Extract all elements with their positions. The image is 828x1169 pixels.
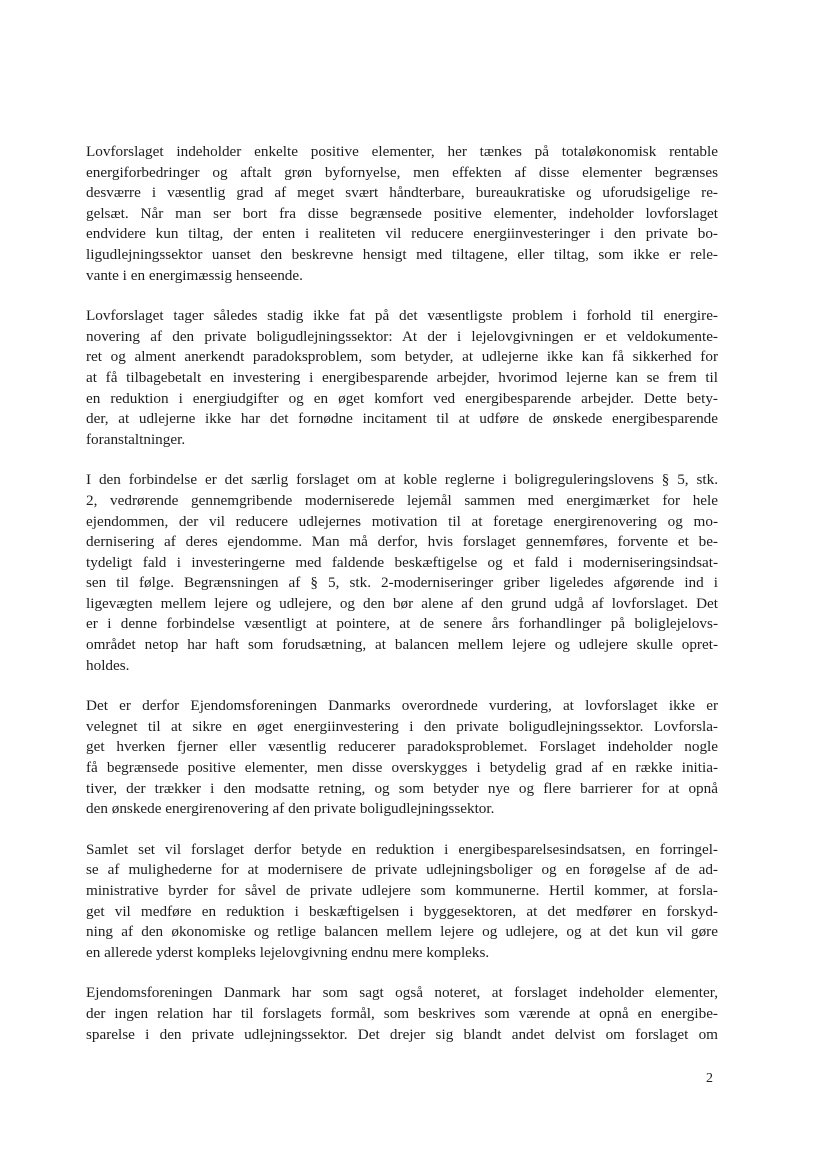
text-line: dernisering af deres ejendomme. Man må derfor, hvis forslaget gennemføres, forvente et be- bbox=[86, 533, 718, 551]
text-line: endvidere kun tiltag, der enten i realiteten vil reducere energiinvesteringer i den private bo- bbox=[86, 225, 718, 243]
text-line: tydeligt fald i investeringerne med faldende beskæftigelse og et fald i moderniseringsindsat- bbox=[86, 553, 718, 571]
text-line: foranstaltninger. bbox=[86, 430, 186, 448]
text-line: en allerede yderst kompleks lejelovgivning endnu mere kompleks. bbox=[86, 943, 490, 961]
text-line: Det er derfor Ejendomsforeningen Danmarks overordnede vurdering, at lovforslaget ikke er bbox=[86, 697, 718, 715]
text-line: ligudlejningssektor uanset den beskrevne hensigt med tiltagene, eller tiltag, som ikke er rele- bbox=[86, 245, 718, 263]
paragraph-6 bbox=[86, 983, 718, 1045]
text-line: ministrative byrder for såvel de private udlejere som kommunerne. Hertil kommer, at forsla- bbox=[86, 882, 718, 899]
document-body bbox=[86, 142, 718, 1065]
text-line: sparelse i den private udlejningssektor. Det drejer sig blandt andet delvist om forslaget om bbox=[86, 1025, 718, 1043]
text-line: der, at udlejerne ikke har det fornødne incitament til at udføre de ønskede energibesparende bbox=[86, 410, 718, 428]
text-line: at få tilbagebetalt en investering i energibesparende arbejder, hvorimod lejerne kan se frem til bbox=[86, 368, 718, 386]
text-line: sen til følge. Begrænsningen af § 5, stk. 2-moderniseringer griber ligeledes afgørende ind i bbox=[86, 574, 718, 592]
page-number: 2 bbox=[706, 1071, 713, 1086]
text-line: ejendommen, der vil reducere udlejernes motivation til at foretage energirenovering og mo- bbox=[86, 512, 718, 530]
text-line: Ejendomsforeningen Danmark har som sagt også noteret, at forslaget indeholder elementer, bbox=[86, 984, 718, 1002]
text-line: desværre i væsentlig grad af meget svært håndterbare, bureaukratiske og uforudsigelige re- bbox=[86, 184, 718, 202]
text-line: ning af den økonomiske og retlige balancen mellem lejere og udlejere, og at det kun vil gøre bbox=[86, 923, 718, 941]
text-line: energiforbedringer og aftalt grøn byfornyelse, men effekten af disse elementer begrænses bbox=[86, 163, 718, 181]
paragraph-4 bbox=[86, 696, 718, 820]
text-line: I den forbindelse er det særlig forslaget om at koble reglerne i boligreguleringslovens § 5, stk. bbox=[86, 471, 718, 489]
text-line: den ønskede energirenovering af den private boligudlejningssektor. bbox=[86, 800, 495, 818]
text-line: gelsæt. Når man ser bort fra disse begrænsede positive elementer, indeholder lovforslaget bbox=[86, 204, 718, 222]
text-line: ligevægten mellem lejere og udlejere, og den bør alene af den grund udgå af lovforslaget. Det bbox=[86, 594, 718, 612]
text-line: området netop har haft som forudsætning, at balancen mellem lejere og udlejere skulle opret- bbox=[86, 636, 718, 654]
paragraph-2 bbox=[86, 306, 718, 450]
text-line: get vil medføre en reduktion i beskæftigelsen i byggesektoren, at det medfører en forskyd- bbox=[86, 902, 718, 920]
text-line: er i denne forbindelse væsentligt at pointere, at de senere års forhandlinger på boliglejelovs- bbox=[86, 615, 718, 633]
text-line: get hverken fjerner eller væsentlig reducerer paradoksproblemet. Forslaget indeholder nogle bbox=[86, 738, 718, 756]
text-line: en reduktion i energiudgifter og en øget komfort ved energibesparende arbejder. Dette bety- bbox=[86, 389, 718, 407]
text-line: 2, vedrørende gennemgribende moderniserede lejemål sammen med energimærket for hele bbox=[86, 491, 718, 509]
paragraph-5 bbox=[86, 840, 718, 964]
text-line: holdes. bbox=[86, 656, 130, 674]
text-line: velegnet til at sikre en øget energiinvestering i den private boligudlejningssektor. Lovforsla- bbox=[86, 717, 718, 735]
text-line: Lovforslaget indeholder enkelte positive elementer, her tænkes på totaløkonomisk rentable bbox=[86, 143, 718, 160]
text-line: novering af den private boligudlejningssektor: At der i lejelovgivningen er et veldokumente- bbox=[86, 327, 718, 345]
text-line: se af mulighederne for at modernisere de private udlejningsboliger og en forøgelse af de ad- bbox=[86, 861, 718, 879]
paragraph-1 bbox=[86, 142, 718, 286]
text-line: ret og alment anerkendt paradoksproblem, som betyder, at udlejerne ikke kan få sikkerhed for bbox=[86, 348, 718, 366]
text-line: få begrænsede positive elementer, men disse overskygges i betydelig grad af en række initia- bbox=[86, 759, 718, 777]
paragraph-3 bbox=[86, 470, 718, 676]
text-line: tiver, der trækker i den modsatte retning, og som betyder nye og flere barrierer for at opnå bbox=[86, 779, 718, 797]
text-line: der ingen relation har til forslagets formål, som beskrives som værende at opnå en energibe- bbox=[86, 1004, 718, 1022]
text-line: Samlet set vil forslaget derfor betyde en reduktion i energibesparelsesindsatsen, en forringel- bbox=[86, 840, 718, 858]
text-line: vante i en energimæssig henseende. bbox=[86, 266, 303, 284]
text-line: Lovforslaget tager således stadig ikke fat på det væsentligste problem i forhold til energire- bbox=[86, 307, 718, 325]
